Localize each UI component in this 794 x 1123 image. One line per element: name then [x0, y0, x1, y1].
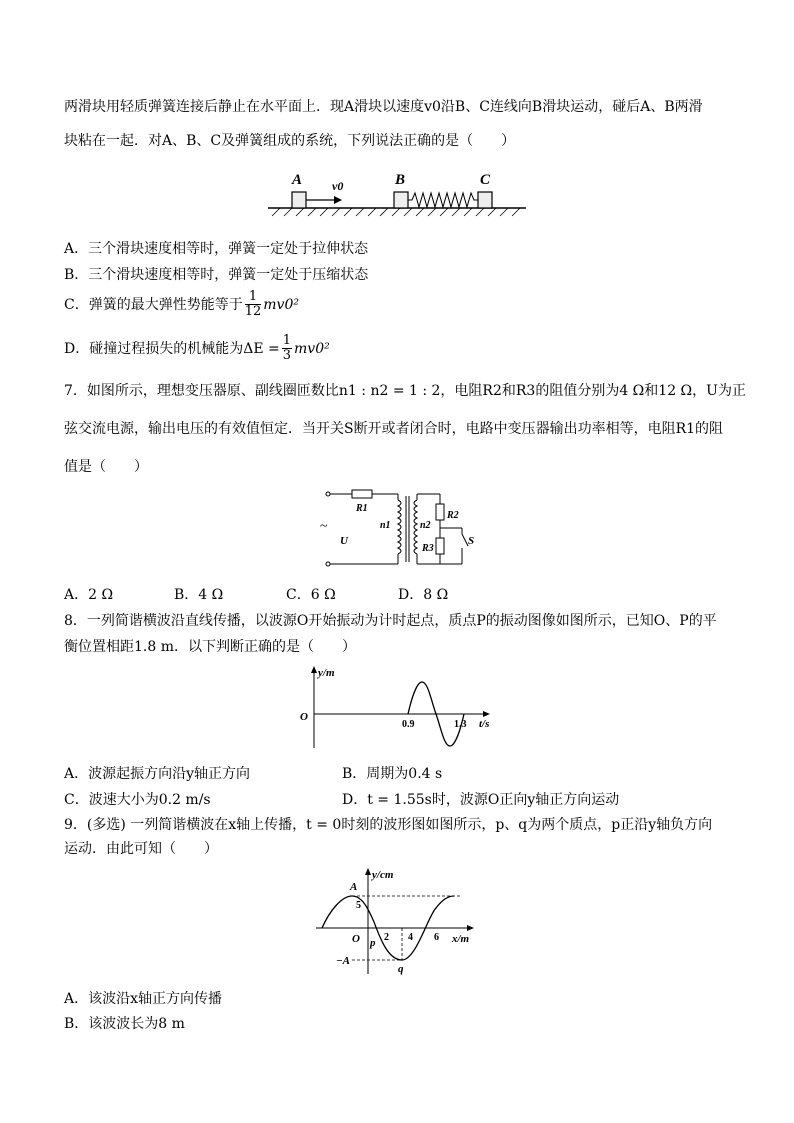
- q6-option-d-expr: mv0²: [294, 340, 330, 357]
- label-v0: v0: [332, 179, 344, 193]
- resistor-r3: [436, 538, 444, 554]
- q7-option-a[interactable]: A．2 Ω: [64, 587, 114, 603]
- q8-option-b[interactable]: B．周期为0.4 s: [342, 766, 443, 782]
- q9-option-b[interactable]: B．该波波长为8 m: [64, 1016, 185, 1032]
- label-b: B: [395, 172, 406, 188]
- q9-stem-line1: 9．(多选) 一列简谐横波在x轴上传播，t = 0时刻的波形图如图所示，p、q为两个质点，p正沿y轴负方向: [64, 817, 713, 833]
- axis-label-x: x/m: [452, 933, 470, 945]
- tick-0-9: 0.9: [402, 719, 415, 730]
- q6-option-d[interactable]: [64, 334, 330, 364]
- q6-stem-line1: 两滑块用轻质弹簧连接后静止在水平面上．现A滑块以速度v0沿B、C连线向B滑块运动，碰后A、B两滑: [64, 99, 703, 115]
- fraction-1-3: $\frac{1}{3}$: [282, 333, 292, 364]
- q9-waveform-graph: [312, 866, 482, 978]
- q7-option-c[interactable]: C．6 Ω: [286, 587, 336, 603]
- neg-amplitude-label: −A: [336, 955, 351, 967]
- q7-circuit-figure: [316, 486, 476, 572]
- point-q-label: q: [398, 963, 404, 975]
- resistor-r2: [436, 504, 444, 520]
- q8-option-a[interactable]: A．波源起振方向沿y轴正方向: [64, 766, 251, 782]
- q7-option-d[interactable]: D．8 Ω: [398, 587, 449, 603]
- q6-figure: [262, 168, 532, 220]
- q8-stem-line1: 8．一列简谐横波沿直线传播，以波源O开始振动为计时起点，质点P的振动图像如图所示，已知O、P的平: [64, 613, 717, 629]
- q6-option-c[interactable]: [64, 290, 299, 320]
- block-b: [394, 192, 408, 208]
- y-value-5: 5: [356, 900, 361, 911]
- tick-4: 4: [408, 932, 413, 943]
- label-u: U: [340, 535, 348, 547]
- axis-label-y: y/m: [318, 667, 335, 679]
- q6-option-a[interactable]: A．三个滑块速度相等时，弹簧一定处于拉伸状态: [64, 241, 369, 257]
- spring: [408, 193, 478, 207]
- q8-stem-line2: 衡位置相距1.8 m．以下判断正确的是（ ）: [64, 639, 356, 655]
- q7-stem-line1: 7．如图所示，理想变压器原、副线圈匝数比n1 : n2 = 1 : 2，电阻R2和R3的阻值分别为4 Ω和12 Ω，U为正: [64, 383, 746, 399]
- q6-stem-line2: 块粘在一起．对A、B、C及弹簧组成的系统，下列说法正确的是（ ）: [64, 133, 516, 149]
- q8-vibration-graph: [294, 662, 500, 752]
- q6-option-c-text: C．弹簧的最大弹性势能等于: [64, 296, 243, 313]
- axis-label-y: y/cm: [372, 869, 394, 881]
- label-r3: R3: [422, 543, 434, 554]
- q9-option-a[interactable]: A．该波沿x轴正方向传播: [64, 991, 223, 1007]
- origin-label: O: [352, 933, 360, 945]
- label-r1: R1: [356, 503, 368, 514]
- block-a: [292, 192, 306, 208]
- label-c: C: [480, 172, 491, 188]
- ac-source-icon: ~: [320, 519, 328, 534]
- amplitude-label: A: [350, 881, 358, 893]
- axis-label-t: t/s: [479, 718, 490, 730]
- tick-1-3: 1.3: [454, 719, 467, 730]
- q6-option-c-expr: mv0²: [263, 296, 299, 313]
- label-n1: n1: [380, 520, 391, 531]
- q6-option-d-text: D．碰撞过程损失的机械能为ΔE =: [64, 340, 280, 357]
- q9-stem-line2: 运动．由此可知（ ）: [64, 841, 218, 857]
- label-n2: n2: [420, 520, 431, 531]
- label-r2: R2: [447, 510, 459, 521]
- q7-stem-line3: 值是（ ）: [64, 459, 148, 475]
- q7-option-b[interactable]: B．4 Ω: [174, 587, 224, 603]
- q6-option-b[interactable]: B．三个滑块速度相等时，弹簧一定处于压缩状态: [64, 267, 369, 283]
- origin-label: O: [300, 711, 308, 723]
- fraction-1-12: $\frac{1}{12}$: [244, 289, 262, 320]
- point-p-label: p: [370, 937, 376, 949]
- label-a: A: [292, 172, 303, 188]
- q8-option-c[interactable]: C．波速大小为0.2 m/s: [64, 792, 211, 808]
- tick-6: 6: [434, 932, 439, 943]
- q8-option-d[interactable]: D．t = 1.55s时，波源O正向y轴正方向运动: [342, 792, 620, 808]
- tick-2: 2: [384, 932, 389, 943]
- resistor-r1: [352, 490, 372, 498]
- q7-stem-line2: 弦交流电源，输出电压的有效值恒定．当开关S断开或者闭合时，电路中变压器输出功率相等，电阻R1的阻: [64, 421, 724, 437]
- block-c: [478, 192, 492, 208]
- label-s: S: [468, 535, 475, 547]
